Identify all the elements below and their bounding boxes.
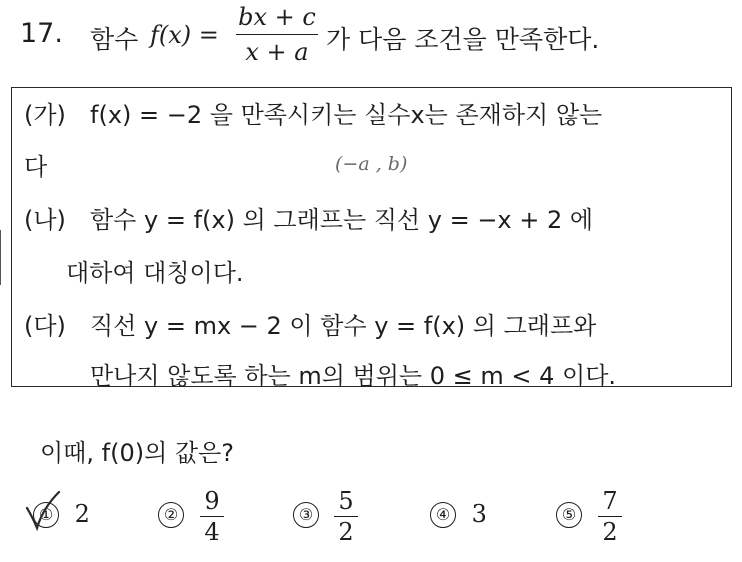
condition-ga-line2: 다 xyxy=(24,153,48,181)
choice-2-bar xyxy=(200,516,224,517)
choice-5-denominator: 2 xyxy=(602,518,618,546)
choice-3-mark: ③ xyxy=(293,502,319,528)
choice-1-value: 2 xyxy=(74,500,90,528)
choice-4[interactable] xyxy=(430,500,487,528)
condition-da-line1: 직선 y = mx − 2 이 함수 y = f(x) 의 그래프와 xyxy=(90,312,597,340)
problem-number: 17. xyxy=(20,18,63,49)
problem-intro: 함수 xyxy=(90,25,139,54)
condition-ga-label: (가) xyxy=(24,101,66,129)
choice-2-denominator: 4 xyxy=(204,518,220,546)
choice-4-value: 3 xyxy=(471,500,487,528)
choice-2-mark: ② xyxy=(158,502,184,528)
condition-da-label: (다) xyxy=(24,312,66,340)
choice-3-bar xyxy=(334,516,358,517)
choice-4-mark: ④ xyxy=(430,502,456,528)
condition-na-line2: 대하여 대칭이다. xyxy=(66,259,244,287)
condition-da-line2: 만나지 않도록 하는 m의 범위는 0 ≤ m < 4 이다. xyxy=(90,362,617,390)
condition-na-line1: 함수 y = f(x) 의 그래프는 직선 y = −x + 2 에 xyxy=(90,206,594,234)
problem-tail: 가 다음 조건을 만족한다. xyxy=(326,25,600,54)
choice-2[interactable] xyxy=(158,500,184,528)
choice-5-bar xyxy=(598,516,622,517)
fraction-denominator: x + a xyxy=(245,38,309,66)
condition-ga-line1: f(x) = −2 을 만족시키는 실수x는 존재하지 않는 xyxy=(90,101,603,129)
function-lhs: f(x) = xyxy=(150,21,219,49)
condition-na-label: (나) xyxy=(24,206,66,234)
choice-3[interactable] xyxy=(293,500,319,528)
choice-3-numerator: 5 xyxy=(338,487,354,515)
choice-5-numerator: 7 xyxy=(602,487,618,515)
choice-3-denominator: 2 xyxy=(338,518,354,546)
choice-3-fraction xyxy=(334,487,358,546)
fraction-bar xyxy=(236,34,318,35)
margin-pencil-mark xyxy=(0,230,4,285)
check-mark-icon xyxy=(25,488,61,534)
handwritten-note: (−a , b) xyxy=(335,153,408,175)
choice-5[interactable] xyxy=(556,500,582,528)
conditions-box xyxy=(11,87,732,387)
choice-2-fraction xyxy=(200,487,224,546)
choice-5-fraction xyxy=(598,487,622,546)
question-text: 이때, f(0)의 값은? xyxy=(40,439,234,467)
function-fraction xyxy=(236,2,318,67)
choice-2-numerator: 9 xyxy=(204,487,220,515)
choice-5-mark: ⑤ xyxy=(556,502,582,528)
choice-1-mark: ① xyxy=(33,502,59,528)
fraction-numerator: bx + c xyxy=(238,3,316,31)
